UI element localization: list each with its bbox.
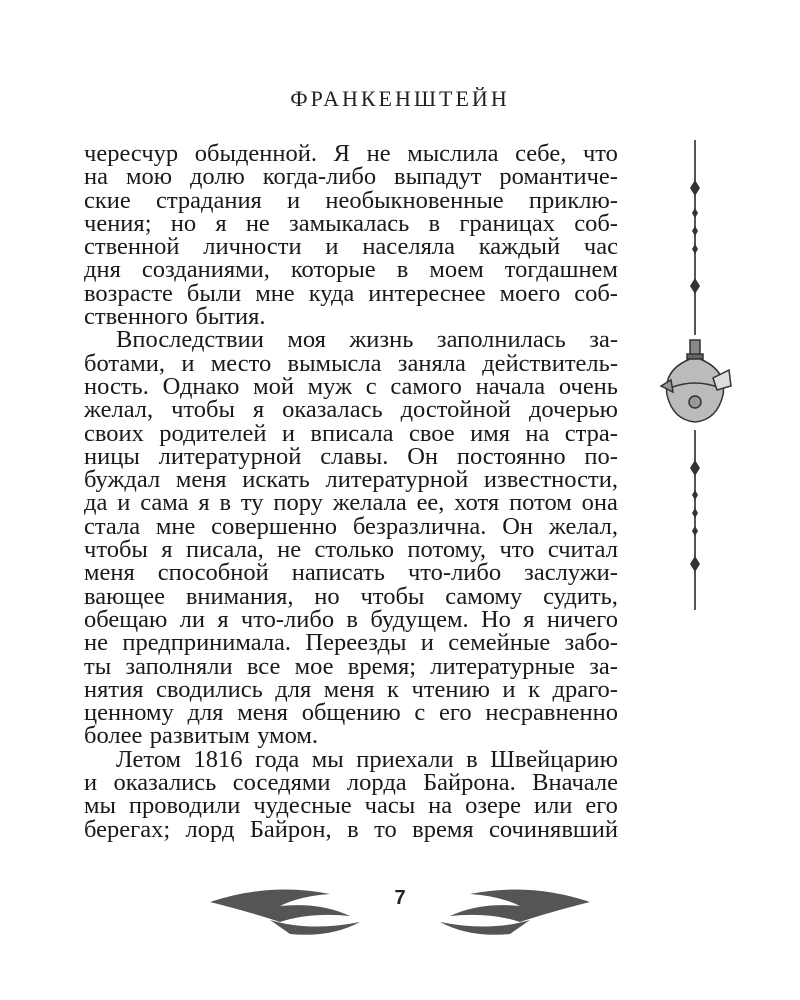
- text-line: ность. Однако мой муж с самого начала очень: [84, 372, 618, 400]
- text-line: Летом 1816 года мы приехали в Швейцарию: [116, 745, 618, 773]
- text-line: чтобы я писала, не столько потому, что считал: [84, 536, 618, 564]
- side-ornament: [655, 140, 735, 620]
- text-line: мы проводили чудесные часы на озере или его: [84, 792, 618, 820]
- text-line: вающее внимания, но чтобы самому судить,: [84, 582, 618, 610]
- text-line: ственной личности и населяла каждый час: [84, 233, 618, 261]
- text-line: Впоследствии моя жизнь заполнилась за-: [116, 326, 618, 354]
- text-line: дня созданиями, которые в моем тогдашнем: [84, 256, 618, 284]
- text-line: стала мне совершенно безразлична. Он желал,: [84, 512, 618, 540]
- text-line: ты заполняли все мое время; литературные за-: [84, 652, 618, 680]
- text-line: обещаю ли я что-либо в будущем. Но я ничего: [84, 605, 618, 633]
- text-line: ницы литературной славы. Он постоянно по-: [84, 442, 618, 470]
- text-line: чения; но я не замыкалась в границах соб-: [84, 209, 618, 237]
- text-line: своих родителей и вписала свое имя на стра-: [84, 419, 618, 447]
- page-number: 7: [394, 887, 406, 909]
- text-line: более развитым умом.: [84, 722, 319, 750]
- running-head-title: ФРАНКЕНШТЕЙН: [290, 86, 510, 111]
- text-line: да и сама я в ту пору желала ее, хотя потом она: [84, 489, 618, 517]
- text-line: чересчур обыденной. Я не мыслила себе, что: [84, 140, 618, 167]
- text-line: ские страдания и необыкновенные приклю-: [84, 186, 618, 214]
- text-line: ственного бытия.: [84, 303, 266, 331]
- text-line: ботами, и место вымысла заняла действитель-: [84, 349, 618, 377]
- text-line: на мою долю когда-либо выпадут романтиче-: [84, 163, 618, 191]
- text-line: и оказались соседями лорда Байрона. Вначале: [84, 769, 618, 797]
- text-line: не предпринимала. Переезды и семейные забо-: [84, 629, 618, 657]
- text-line: берегах; лорд Байрон, в то время сочинявший: [84, 815, 618, 843]
- text-line: нятия сводились для меня к чтению и к драго-: [84, 675, 618, 703]
- text-line: меня способной написать что-либо заслужи-: [84, 559, 618, 587]
- potion-bottle-icon: [661, 340, 731, 422]
- body-text: [84, 142, 618, 841]
- text-line: возрасте были мне куда интереснее моего соб-: [84, 279, 618, 307]
- text-line: желал, чтобы я оказалась достойной дочерью: [84, 396, 618, 424]
- text-line: буждал меня искать литературной известности,: [84, 466, 618, 494]
- text-line: ценному для меня общению с его несравненно: [84, 699, 618, 727]
